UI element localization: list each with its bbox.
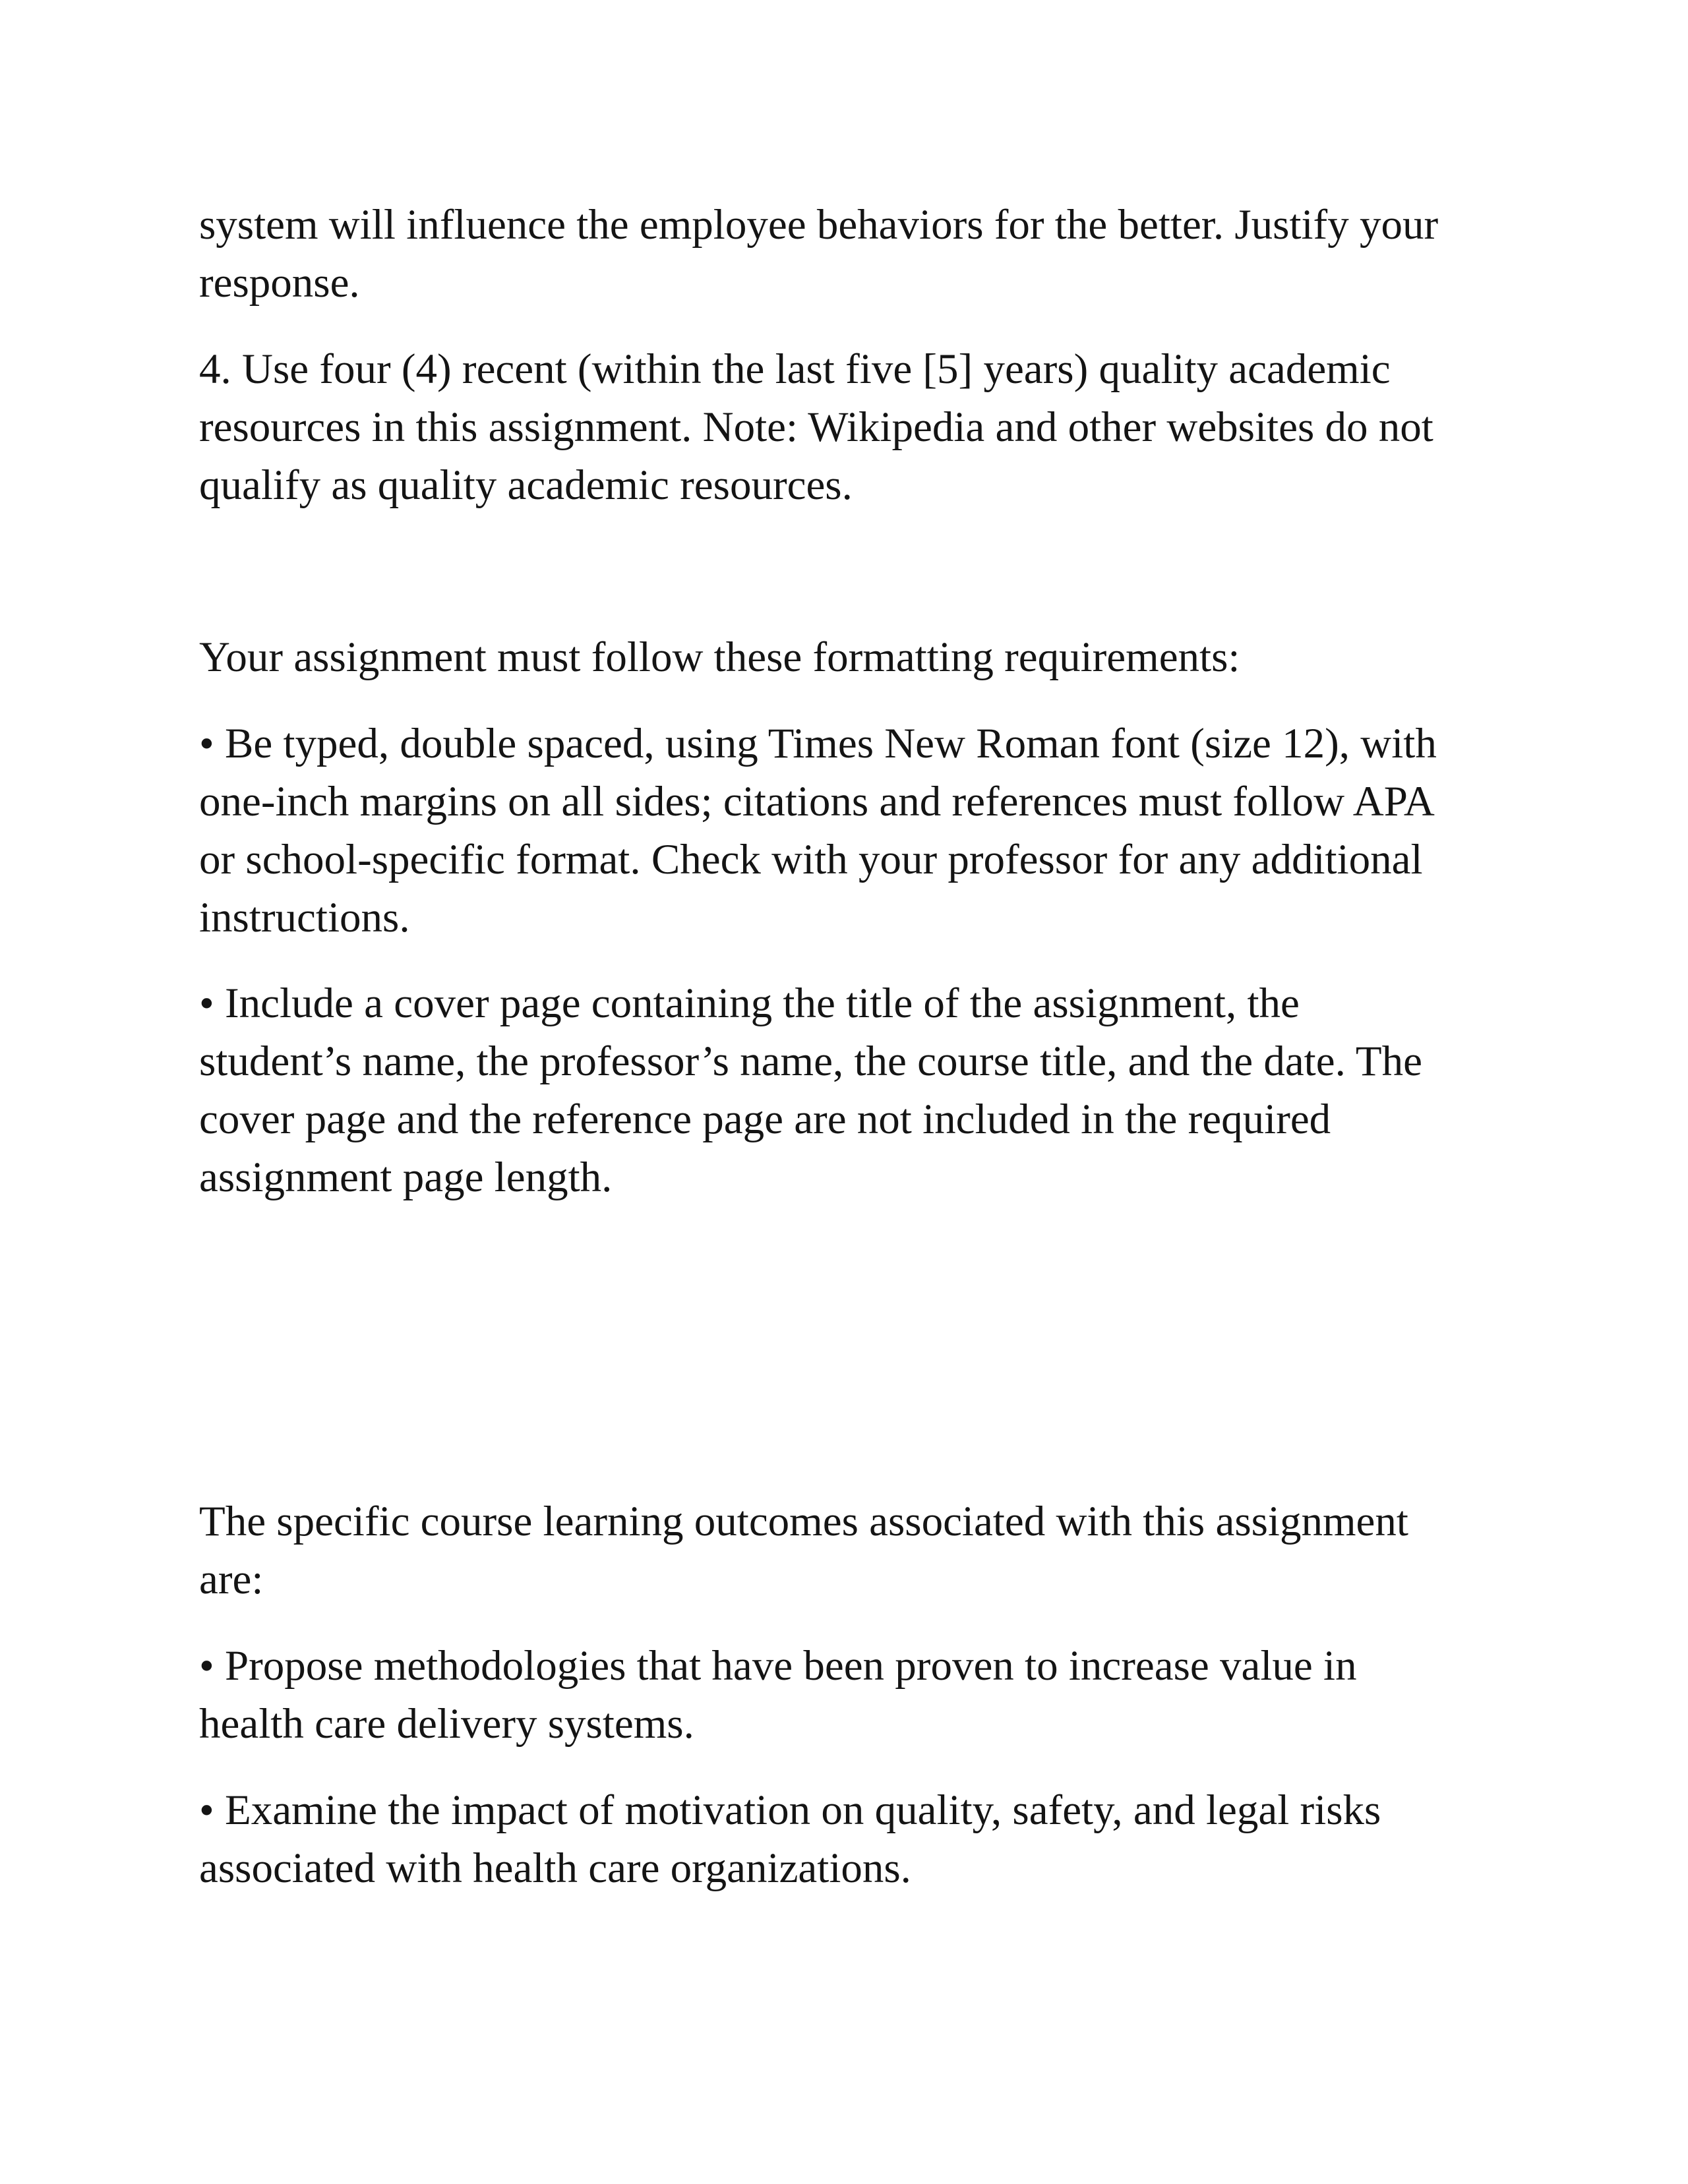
text-line: • Propose methodologies that have been proven to increase value in bbox=[199, 1642, 1357, 1690]
text-line: • Examine the impact of motivation on quality, safety, and legal risks bbox=[199, 1786, 1381, 1834]
bullet-cover-page bbox=[199, 974, 1511, 1206]
text-line: health care delivery systems. bbox=[199, 1700, 694, 1748]
text-line: cover page and the reference page are not included in the required bbox=[199, 1096, 1331, 1143]
text-line: qualify as quality academic resources. bbox=[199, 461, 853, 509]
text-line: or school-specific format. Check with your professor for any additional bbox=[199, 836, 1423, 883]
bullet-typed-double-spaced bbox=[199, 715, 1511, 947]
paragraph-learning-outcomes-intro bbox=[199, 1492, 1511, 1608]
text-line: • Include a cover page containing the title of the assignment, the bbox=[199, 980, 1300, 1027]
paragraph-formatting-intro bbox=[199, 628, 1511, 686]
paragraph-justify-continuation bbox=[199, 196, 1511, 312]
text-line: one-inch margins on all sides; citations and references must follow APA bbox=[199, 778, 1435, 825]
text-line: resources in this assignment. Note: Wikipedia and other websites do not bbox=[199, 403, 1433, 451]
text-line: 4. Use four (4) recent (within the last five [5] years) quality academic bbox=[199, 345, 1391, 393]
text-line: response. bbox=[199, 259, 360, 307]
bullet-propose-methodologies bbox=[199, 1637, 1511, 1753]
text-line: are: bbox=[199, 1556, 264, 1603]
bullet-examine-impact bbox=[199, 1781, 1511, 1897]
text-line: student’s name, the professor’s name, the course title, and the date. The bbox=[199, 1038, 1422, 1085]
text-line: assignment page length. bbox=[199, 1154, 613, 1201]
text-line: Your assignment must follow these formatting requirements: bbox=[199, 634, 1240, 681]
text-line: system will influence the employee behaviors for the better. Justify your bbox=[199, 201, 1439, 249]
paragraph-item-4-resources bbox=[199, 340, 1511, 514]
text-line: • Be typed, double spaced, using Times New Roman font (size 12), with bbox=[199, 720, 1437, 767]
text-line: instructions. bbox=[199, 894, 410, 941]
text-line: The specific course learning outcomes associated with this assignment bbox=[199, 1498, 1408, 1545]
text-line: associated with health care organizations. bbox=[199, 1845, 911, 1892]
